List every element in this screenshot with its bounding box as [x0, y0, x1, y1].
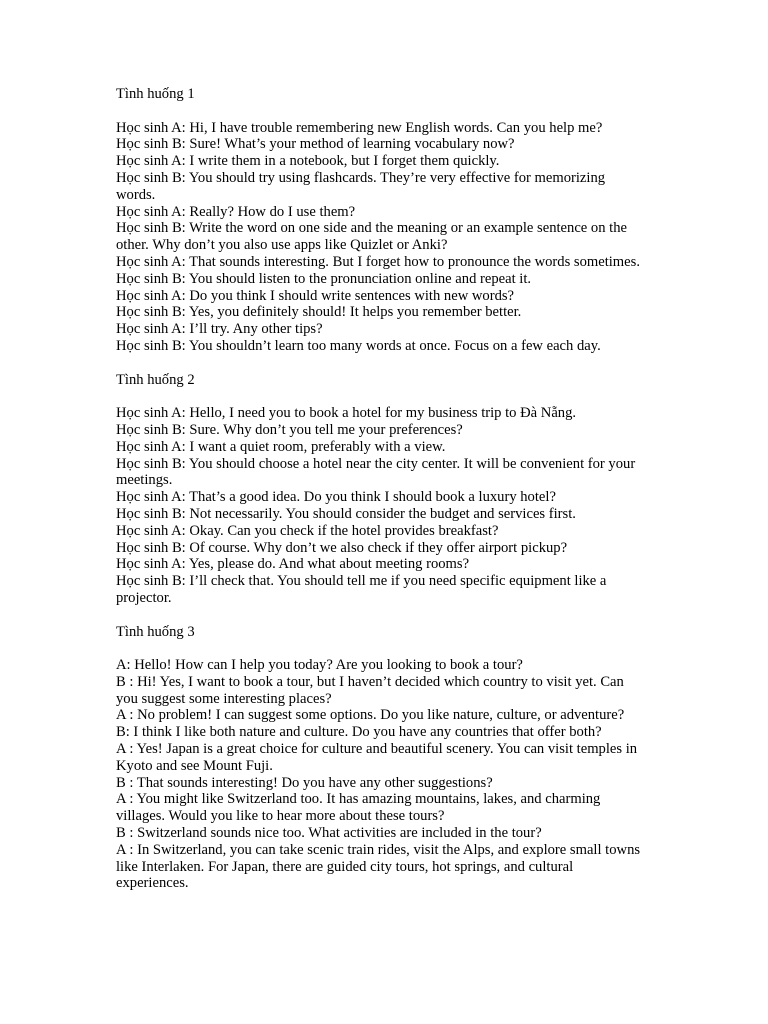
section-title: Tình huống 1: [116, 86, 195, 102]
dialogue-line: Học sinh A: I write them in a notebook, but I forget them quickly.: [116, 153, 500, 170]
dialogue-line: A : Yes! Japan is a great choice for culture and beautiful scenery. You can visit temples in Kyoto and see Mount Fuji.: [116, 741, 638, 774]
dialogue-line: Học sinh B: Sure! What’s your method of learning vocabulary now?: [116, 136, 515, 153]
section-title: Tình huống 3: [116, 623, 195, 640]
dialogue-line: Học sinh A: I’ll try. Any other tips?: [116, 321, 323, 338]
dialogue-line: Học sinh B: Yes, you definitely should! It helps you remember better.: [116, 304, 522, 321]
dialogue-line: Học sinh B: Write the word on one side and the meaning or an example sentence on the other. Why don’t you also use apps like Quizlet or Anki?: [116, 220, 627, 254]
dialogue-line: Học sinh B: Of course. Why don’t we also check if they offer airport pickup?: [116, 539, 568, 556]
dialogue-line: A : You might like Switzerland too. It has amazing mountains, lakes, and charming villages. Would you like to hear more about these tours?: [116, 791, 601, 825]
document-page: [116, 86, 648, 892]
dialogue-line: Học sinh B: You should listen to the pronunciation online and repeat it.: [116, 270, 532, 287]
dialogue-line: Học sinh A: That sounds interesting. But I forget how to pronounce the words sometimes.: [116, 253, 640, 270]
section-title: Tình huống 2: [116, 371, 195, 388]
dialogue-line: Học sinh A: I want a quiet room, preferably with a view.: [116, 438, 446, 455]
dialogue-line: Học sinh B: I’ll check that. You should tell me if you need specific equipment like a projector.: [116, 573, 607, 606]
situation-3: [116, 624, 648, 893]
dialogue-line: Học sinh B: Sure. Why don’t you tell me your preferences?: [116, 421, 463, 438]
dialogue-line: B : Hi! Yes, I want to book a tour, but I haven’t decided which country to visit yet. Can you suggest some interesting places?: [116, 673, 624, 707]
section-gap: [116, 355, 648, 372]
dialogue-line: B : That sounds interesting! Do you have any other suggestions?: [116, 774, 493, 791]
dialogue-line: Học sinh A: Yes, please do. And what about meeting rooms?: [116, 556, 470, 573]
dialogue-line: A : No problem! I can suggest some options. Do you like nature, culture, or adventure?: [116, 707, 625, 724]
dialogue-line: Học sinh B: You shouldn’t learn too many words at once. Focus on a few each day.: [116, 337, 601, 354]
dialogue-line: Học sinh A: That’s a good idea. Do you think I should book a luxury hotel?: [116, 489, 556, 506]
dialogue-line: Học sinh B: Not necessarily. You should consider the budget and services first.: [116, 505, 576, 522]
dialogue-line: Học sinh A: Hi, I have trouble remembering new English words. Can you help me?: [116, 119, 603, 136]
dialogue-line: Học sinh A: Okay. Can you check if the hotel provides breakfast?: [116, 522, 499, 539]
section-gap: [116, 607, 648, 624]
dialogue-line: A: Hello! How can I help you today? Are you looking to book a tour?: [116, 657, 523, 674]
dialogue-line: A : In Switzerland, you can take scenic train rides, visit the Alps, and explore small towns like Interlaken. For Japan, there are guided city tours, hot springs, and cultural experiences.: [116, 841, 641, 892]
dialogue-line: Học sinh A: Do you think I should write sentences with new words?: [116, 287, 515, 304]
situation-1: [116, 86, 648, 355]
dialogue-line: Học sinh A: Hello, I need you to book a hotel for my business trip to Đà Nẵng.: [116, 405, 577, 422]
dialogue-line: Học sinh B: You should try using flashcards. They’re very effective for memorizing words.: [116, 169, 606, 203]
dialogue-line: Học sinh A: Really? How do I use them?: [116, 203, 356, 220]
situation-2: [116, 372, 648, 607]
dialogue-line: B: I think I like both nature and culture. Do you have any countries that offer both?: [116, 724, 602, 741]
dialogue-line: Học sinh B: You should choose a hotel near the city center. It will be convenient for your meetings.: [116, 455, 636, 489]
dialogue-line: B : Switzerland sounds nice too. What activities are included in the tour?: [116, 825, 542, 842]
